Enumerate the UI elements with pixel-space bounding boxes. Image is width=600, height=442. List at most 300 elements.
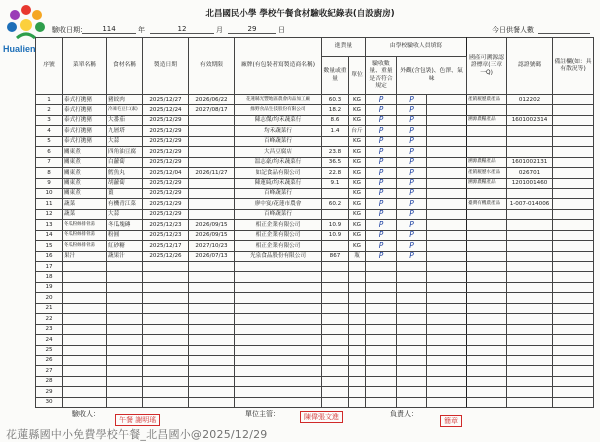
cell-menu: 果汁 xyxy=(63,251,107,261)
cell-vendor xyxy=(235,262,322,272)
cell-remarks xyxy=(553,126,594,136)
cell-unit xyxy=(349,376,366,386)
cell-mfg-date: 2025/12/29 xyxy=(143,209,189,219)
cell-cert-no xyxy=(507,147,553,157)
cell-unit xyxy=(349,397,366,407)
cell-quality-check xyxy=(397,314,427,324)
cell-quality-check: P xyxy=(397,105,427,115)
cell-qty-check: P xyxy=(366,220,397,230)
cell-qty: 8.6 xyxy=(322,115,349,125)
cell-unit: KG xyxy=(349,147,366,157)
cell-remarks xyxy=(553,199,594,209)
cell-cert-label xyxy=(467,345,507,355)
watermark-text: 花蓮縣國中小免費學校午餐_北昌國小@2025/12/29 xyxy=(6,428,268,441)
cell-qty-check xyxy=(366,366,397,376)
cell-exp-date: 2026/07/13 xyxy=(189,251,235,261)
cell-cert-label xyxy=(467,241,507,251)
cell-qty-check: P xyxy=(366,168,397,178)
cell-qty-check xyxy=(366,282,397,292)
cell-menu: 關東煮 xyxy=(63,168,107,178)
cell-quality-extra xyxy=(427,335,467,345)
cell-unit: 瓶 xyxy=(349,251,366,261)
cell-remarks xyxy=(553,188,594,198)
cell-qty-check: P xyxy=(366,251,397,261)
cell-qty-check: P xyxy=(366,136,397,146)
cell-mfg-date: 2025/12/29 xyxy=(143,178,189,188)
cell-seq: 9 xyxy=(36,178,63,188)
cell-qty xyxy=(322,188,349,198)
cell-remarks xyxy=(553,178,594,188)
cell-exp-date xyxy=(189,366,235,376)
cell-quality-check: P xyxy=(397,157,427,167)
cell-quality-extra xyxy=(427,95,467,105)
cell-menu xyxy=(63,345,107,355)
cell-food xyxy=(107,293,143,303)
cell-cert-label: 臺灣有機農產品 xyxy=(467,199,507,209)
cell-exp-date xyxy=(189,272,235,282)
cell-mfg-date: 2025/12/23 xyxy=(143,220,189,230)
cell-seq: 28 xyxy=(36,376,63,386)
cell-quality-check: P xyxy=(397,136,427,146)
cell-qty xyxy=(322,345,349,355)
col-seq: 序號 xyxy=(36,38,63,95)
cell-cert-no xyxy=(507,345,553,355)
col-cert-label: 國產可溯源認證標章(三章一Q) xyxy=(467,38,507,95)
cell-cert-no: 1-007-014006 xyxy=(507,199,553,209)
cell-cert-label xyxy=(467,188,507,198)
cell-quality-check xyxy=(397,376,427,386)
cell-cert-no: 026701 xyxy=(507,168,553,178)
cell-vendor: 相正企業有限公司 xyxy=(235,241,322,251)
cell-quality-extra xyxy=(427,282,467,292)
cell-cert-label: 產銷履歷農產品 xyxy=(467,95,507,105)
cell-remarks xyxy=(553,251,594,261)
cell-quality-check: P xyxy=(397,126,427,136)
cell-seq: 29 xyxy=(36,387,63,397)
cell-exp-date: 2026/06/22 xyxy=(189,95,235,105)
cell-unit xyxy=(349,282,366,292)
table-row xyxy=(36,335,594,345)
cell-quality-check: P xyxy=(397,220,427,230)
cell-remarks xyxy=(553,147,594,157)
cell-menu xyxy=(63,324,107,334)
cell-quality-extra xyxy=(427,157,467,167)
cell-qty xyxy=(322,397,349,407)
cell-unit xyxy=(349,355,366,365)
cell-cert-label xyxy=(467,397,507,407)
cell-seq: 16 xyxy=(36,251,63,261)
cell-vendor: 百峰蔬菜行 xyxy=(235,209,322,219)
cell-vendor xyxy=(235,282,322,292)
cell-mfg-date xyxy=(143,345,189,355)
cell-food xyxy=(107,335,143,345)
cell-menu: 關東煮 xyxy=(63,147,107,157)
table-row xyxy=(36,178,594,188)
cell-cert-label xyxy=(467,355,507,365)
cell-cert-no xyxy=(507,324,553,334)
cell-seq: 30 xyxy=(36,397,63,407)
cell-cert-label xyxy=(467,376,507,386)
cell-vendor: 相正企業有限公司 xyxy=(235,230,322,240)
cell-unit xyxy=(349,303,366,313)
table-row xyxy=(36,251,594,261)
cell-quality-check: P xyxy=(397,168,427,178)
cell-cert-label xyxy=(467,303,507,313)
cell-seq: 25 xyxy=(36,345,63,355)
cell-exp-date xyxy=(189,314,235,324)
cell-cert-no xyxy=(507,335,553,345)
cell-quality-check: P xyxy=(397,115,427,125)
cell-quality-extra xyxy=(427,209,467,219)
inspection-table xyxy=(35,37,594,408)
cell-seq: 22 xyxy=(36,314,63,324)
cell-cert-label: 產銷履歷水產品 xyxy=(467,168,507,178)
cell-qty-check xyxy=(366,345,397,355)
cell-cert-label xyxy=(467,387,507,397)
cell-cert-no xyxy=(507,105,553,115)
cell-menu: 關東煮 xyxy=(63,178,107,188)
cell-vendor: 光泉食品股份有限公司 xyxy=(235,251,322,261)
cell-mfg-date xyxy=(143,387,189,397)
cell-quality-check: P xyxy=(397,230,427,240)
cell-remarks xyxy=(553,230,594,240)
cell-unit xyxy=(349,272,366,282)
col-food-name: 食材名稱 xyxy=(107,38,143,95)
cell-remarks xyxy=(553,345,594,355)
cell-vendor: 陳志傑/均禾蔬菜行 xyxy=(235,115,322,125)
cell-qty-check: P xyxy=(366,241,397,251)
cell-cert-no xyxy=(507,376,553,386)
cell-remarks xyxy=(553,335,594,345)
supplier-stamp: 陳偉張文進 xyxy=(300,411,343,423)
table-row xyxy=(36,397,594,407)
table-row xyxy=(36,147,594,157)
cell-qty-check xyxy=(366,262,397,272)
cell-food xyxy=(107,397,143,407)
table-row xyxy=(36,345,594,355)
cell-mfg-date xyxy=(143,335,189,345)
cell-remarks xyxy=(553,168,594,178)
cell-remarks xyxy=(553,209,594,219)
supplier-label: 單位主管： xyxy=(245,410,280,418)
table-row xyxy=(36,262,594,272)
cell-exp-date xyxy=(189,345,235,355)
year-value: 114 xyxy=(82,25,136,34)
cell-seq: 11 xyxy=(36,199,63,209)
col-menu-name: 菜單名稱 xyxy=(63,38,107,95)
cell-mfg-date: 2025/12/29 xyxy=(143,157,189,167)
cell-food xyxy=(107,282,143,292)
cell-food xyxy=(107,355,143,365)
cell-mfg-date xyxy=(143,282,189,292)
cell-remarks xyxy=(553,115,594,125)
cell-qty xyxy=(322,314,349,324)
cell-menu xyxy=(63,366,107,376)
meals-count-label: 今日供餐人數 xyxy=(492,26,534,34)
cell-cert-no xyxy=(507,282,553,292)
cell-seq: 21 xyxy=(36,303,63,313)
cell-unit: KG xyxy=(349,136,366,146)
cell-vendor xyxy=(235,293,322,303)
cell-seq: 13 xyxy=(36,220,63,230)
cell-mfg-date: 2025/12/24 xyxy=(143,105,189,115)
cell-seq: 1 xyxy=(36,95,63,105)
cell-remarks xyxy=(553,262,594,272)
cell-remarks xyxy=(553,293,594,303)
cell-menu: 冬瓜粉絲排骨湯 xyxy=(63,230,107,240)
cell-unit: KG xyxy=(349,209,366,219)
cell-quality-extra xyxy=(427,199,467,209)
cell-exp-date xyxy=(189,387,235,397)
cell-seq: 2 xyxy=(36,105,63,115)
cell-qty-check: P xyxy=(366,230,397,240)
cell-vendor: 大昌豆腐店 xyxy=(235,147,322,157)
cell-seq: 17 xyxy=(36,262,63,272)
cell-cert-label xyxy=(467,314,507,324)
cell-cert-label xyxy=(467,136,507,146)
cell-food: 大番茄 xyxy=(107,115,143,125)
cell-cert-no xyxy=(507,126,553,136)
cell-menu xyxy=(63,314,107,324)
cell-qty xyxy=(322,262,349,272)
cell-seq: 24 xyxy=(36,335,63,345)
cell-cert-no xyxy=(507,262,553,272)
cell-cert-label xyxy=(467,230,507,240)
cell-quality-check xyxy=(397,387,427,397)
table-row xyxy=(36,272,594,282)
cell-unit: KG xyxy=(349,115,366,125)
col-purchase-group: 進貨量 xyxy=(322,38,366,57)
table-row xyxy=(36,220,594,230)
cell-qty-check xyxy=(366,272,397,282)
table-row xyxy=(36,136,594,146)
cell-food xyxy=(107,262,143,272)
table-row xyxy=(36,157,594,167)
cell-seq: 7 xyxy=(36,157,63,167)
cell-vendor xyxy=(235,387,322,397)
table-row xyxy=(36,376,594,386)
table-row xyxy=(36,387,594,397)
cell-quality-check: P xyxy=(397,209,427,219)
col-quality-check: 外觀(含包裝)、色澤、氣味 xyxy=(397,57,467,95)
cell-quality-check: P xyxy=(397,188,427,198)
cell-qty-check: P xyxy=(366,209,397,219)
cell-seq: 23 xyxy=(36,324,63,334)
cell-food xyxy=(107,314,143,324)
cell-mfg-date xyxy=(143,262,189,272)
cell-qty xyxy=(322,136,349,146)
cell-exp-date xyxy=(189,126,235,136)
cell-food xyxy=(107,345,143,355)
cell-quality-check: P xyxy=(397,95,427,105)
cell-food: 蔬果汁 xyxy=(107,251,143,261)
table-row xyxy=(36,241,594,251)
cell-quality-extra xyxy=(427,293,467,303)
cell-food xyxy=(107,366,143,376)
cell-cert-label xyxy=(467,366,507,376)
cell-menu xyxy=(63,272,107,282)
cell-remarks xyxy=(553,241,594,251)
cell-quality-check xyxy=(397,355,427,365)
cell-qty-check: P xyxy=(366,188,397,198)
cell-exp-date: 2027/08/17 xyxy=(189,105,235,115)
cell-quality-extra xyxy=(427,230,467,240)
cell-exp-date xyxy=(189,178,235,188)
cell-quality-check xyxy=(397,366,427,376)
cell-qty: 10.9 xyxy=(322,230,349,240)
cell-remarks xyxy=(553,272,594,282)
cell-mfg-date xyxy=(143,314,189,324)
cell-cert-no xyxy=(507,303,553,313)
cell-exp-date xyxy=(189,262,235,272)
cell-quality-extra xyxy=(427,147,467,157)
cell-unit: KG xyxy=(349,178,366,188)
cell-seq: 3 xyxy=(36,115,63,125)
cell-menu: 泰式打拋豬 xyxy=(63,95,107,105)
table-row xyxy=(36,293,594,303)
cell-food: 豬絞肉 xyxy=(107,95,143,105)
cell-qty-check xyxy=(366,293,397,303)
cell-cert-no: 1601002131 xyxy=(507,157,553,167)
cell-remarks xyxy=(553,105,594,115)
cell-quality-extra xyxy=(427,387,467,397)
cell-mfg-date: 2025/12/29 xyxy=(143,188,189,198)
cell-qty xyxy=(322,209,349,219)
cell-vendor: 相正企業有限公司 xyxy=(235,220,322,230)
cell-mfg-date: 2025/12/29 xyxy=(143,199,189,209)
cell-qty xyxy=(322,376,349,386)
cell-quality-extra xyxy=(427,366,467,376)
cell-cert-label xyxy=(467,209,507,219)
cell-cert-label xyxy=(467,282,507,292)
month-unit: 月 xyxy=(216,26,223,34)
cell-cert-no xyxy=(507,241,553,251)
cell-quality-extra xyxy=(427,188,467,198)
cell-vendor: 綠野食品生技股份有限公司 xyxy=(235,105,322,115)
cell-vendor: 廖中宴/花蓮市農會 xyxy=(235,199,322,209)
cell-vendor: 均禾蔬菜行 xyxy=(235,126,322,136)
cell-vendor: 百峰蔬菜行 xyxy=(235,136,322,146)
month-value: 12 xyxy=(150,25,214,34)
cell-qty-check: P xyxy=(366,157,397,167)
cell-exp-date: 2027/10/23 xyxy=(189,241,235,251)
day-value: 29 xyxy=(228,25,276,34)
cell-food: 冷凍毛豆仁(素) xyxy=(107,105,143,115)
cell-vendor xyxy=(235,397,322,407)
table-row xyxy=(36,324,594,334)
cell-food xyxy=(107,324,143,334)
cell-remarks xyxy=(553,376,594,386)
cell-menu: 蔬菜 xyxy=(63,199,107,209)
cell-unit xyxy=(349,345,366,355)
cell-food: 大蒜 xyxy=(107,209,143,219)
cell-unit: KG xyxy=(349,220,366,230)
cell-menu: 泰式打拋豬 xyxy=(63,105,107,115)
cell-qty xyxy=(322,366,349,376)
col-remarks: 備註欄(如：具有散況等) xyxy=(553,38,594,95)
responsible-label: 負責人： xyxy=(390,410,418,418)
cell-vendor xyxy=(235,366,322,376)
cell-food xyxy=(107,303,143,313)
cell-quality-check xyxy=(397,324,427,334)
cell-cert-no xyxy=(507,314,553,324)
cell-vendor: 溫志豪/均禾蔬菜行 xyxy=(235,157,322,167)
cell-food: 紅砂糖 xyxy=(107,241,143,251)
cell-quality-check xyxy=(397,282,427,292)
cell-qty xyxy=(322,241,349,251)
cell-qty: 9.1 xyxy=(322,178,349,188)
cell-qty: 1.4 xyxy=(322,126,349,136)
responsible-stamp: 簡章 xyxy=(440,415,462,427)
cell-unit: KG xyxy=(349,199,366,209)
cell-qty xyxy=(322,335,349,345)
cell-qty-check: P xyxy=(366,178,397,188)
cell-quality-extra xyxy=(427,324,467,334)
cell-quality-extra xyxy=(427,303,467,313)
cell-seq: 19 xyxy=(36,282,63,292)
cell-cert-label: 溯源農糧產品 xyxy=(467,157,507,167)
cell-menu xyxy=(63,335,107,345)
cell-unit: KG xyxy=(349,157,366,167)
cell-exp-date xyxy=(189,188,235,198)
cell-quality-check xyxy=(397,397,427,407)
cell-quality-extra xyxy=(427,251,467,261)
cell-remarks xyxy=(553,303,594,313)
cell-remarks xyxy=(553,220,594,230)
cell-quality-extra xyxy=(427,355,467,365)
cell-qty: 18.2 xyxy=(322,105,349,115)
cell-exp-date: 2026/09/15 xyxy=(189,230,235,240)
cell-food: 白蘿蔔 xyxy=(107,157,143,167)
cell-cert-label: 溯源農糧產品 xyxy=(467,115,507,125)
cell-remarks xyxy=(553,136,594,146)
table-row xyxy=(36,168,594,178)
cell-quality-extra xyxy=(427,314,467,324)
cell-seq: 27 xyxy=(36,366,63,376)
cell-menu xyxy=(63,293,107,303)
cell-exp-date xyxy=(189,115,235,125)
table-row xyxy=(36,115,594,125)
cell-mfg-date: 2025/12/29 xyxy=(143,147,189,157)
cell-quality-check: P xyxy=(397,199,427,209)
cell-qty-check: P xyxy=(366,115,397,125)
cell-menu xyxy=(63,282,107,292)
cell-cert-label xyxy=(467,335,507,345)
table-row xyxy=(36,188,594,198)
cell-exp-date: 2026/11/27 xyxy=(189,168,235,178)
cell-cert-label xyxy=(467,324,507,334)
cell-remarks xyxy=(553,324,594,334)
cell-seq: 20 xyxy=(36,293,63,303)
cell-cert-no: 1601002314 xyxy=(507,115,553,125)
cell-seq: 5 xyxy=(36,136,63,146)
cell-unit: KG xyxy=(349,95,366,105)
cell-qty xyxy=(322,303,349,313)
cell-exp-date xyxy=(189,282,235,292)
cell-qty-check xyxy=(366,387,397,397)
cell-unit: KG xyxy=(349,188,366,198)
cell-quality-check xyxy=(397,262,427,272)
cell-seq: 15 xyxy=(36,241,63,251)
cell-food: 九層塔 xyxy=(107,126,143,136)
cell-exp-date xyxy=(189,324,235,334)
cell-qty-check: P xyxy=(366,126,397,136)
cell-mfg-date xyxy=(143,303,189,313)
cell-seq: 26 xyxy=(36,355,63,365)
table-row xyxy=(36,199,594,209)
cell-qty-check: P xyxy=(366,147,397,157)
cell-cert-label xyxy=(467,293,507,303)
